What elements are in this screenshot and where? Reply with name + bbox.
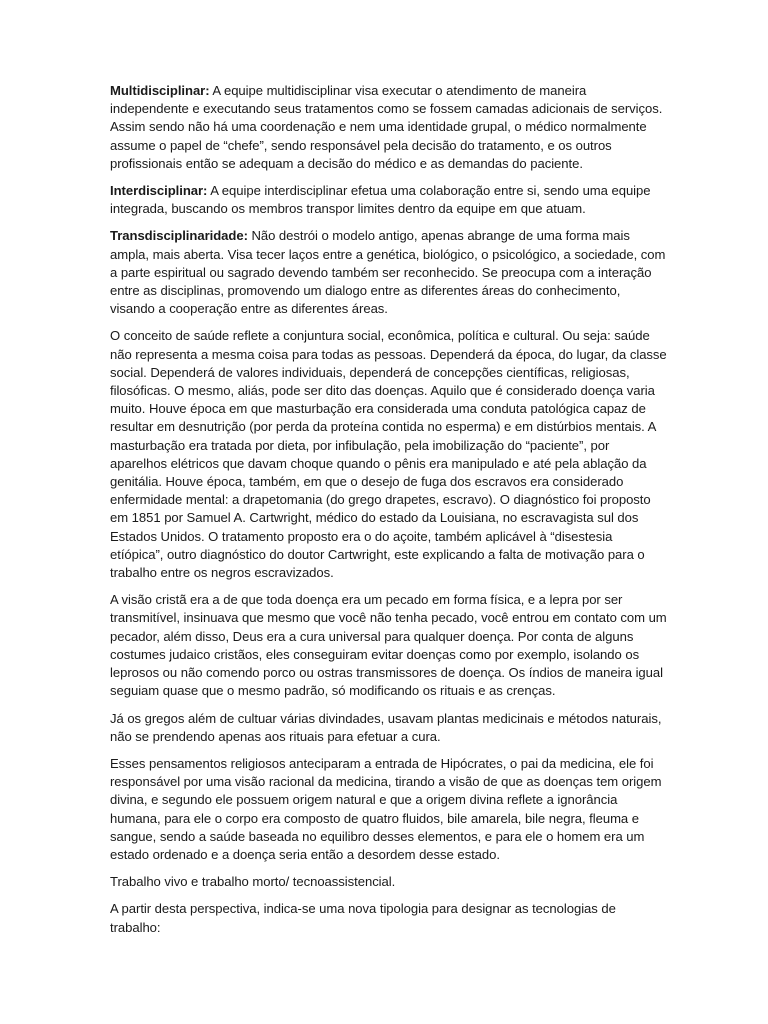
paragraph-interdisciplinar <box>110 182 668 218</box>
paragraph-text: A equipe multidisciplinar visa executar o atendimento de maneira independente e executando seus tratamentos como se fossem camadas adicionais de serviços. Assim sendo não há uma coordenação e nem uma identidade grupal, o médico normalmente assume o papel de “chefe”, sendo responsável pela decisão do tratamento, e os outros profissionais então se adequam a decisão do médico e as demandas do paciente. <box>110 83 663 171</box>
term-transdisciplinaridade: Transdisciplinaridade: <box>110 228 248 244</box>
paragraph-text: O conceito de saúde reflete a conjuntura social, econômica, política e cultural. Ou seja: saúde não representa a mesma coisa para todas as pessoas. Dependerá da época, do lugar, da classe social. Dependerá de valores individuais, dependerá de concepções científicas, religiosas, filosóficas. O mesmo, aliás, pode ser dito das doenças. Aquilo que é considerado doença varia muito. Houve época em que masturbação era considerada uma conduta patológica capaz de resultar em desnutrição (por perda da proteína contida no esperma) e em distúrbios mentais. A masturbação era tratada por dieta, por infibulação, pela imobilização do “paciente”, por aparelhos elétricos que davam choque quando o pênis era manipulado e até pela ablação da genitália. Houve época, também, em que o desejo de fuga dos escravos era considerado enfermidade mental: a drapetomania (do grego drapetes, escravo). O diagnóstico foi proposto em 1851 por Samuel A. Cartwright, médico do estado da Louisiana, no escravagista sul dos Estados Unidos. O tratamento proposto era o do açoite, também aplicável à “disestesia etíópica”, outro diagnóstico do doutor Cartwright, este explicando a falta de motivação para o trabalho entre os negros escravizados. <box>110 328 667 581</box>
paragraph-trabalho-vivo <box>110 873 668 891</box>
paragraph-text: Esses pensamentos religiosos anteciparam a entrada de Hipócrates, o pai da medicina, ele foi responsável por uma visão racional da medicina, tirando a visão de que as doenças tem origem divina, e segundo ele possuem origem natural e que a origem divina reflete a ignorância humana, para ele o corpo era composto de quatro fluidos, bile amarela, bile negra, fleuma e sangue, sendo a saúde baseada no equilibro desses elementos, e para ele o homem era um estado ordenado e a doença seria então a desordem desse estado. <box>110 755 662 862</box>
paragraph-text: Trabalho vivo e trabalho morto/ tecnoassistencial. <box>110 874 396 890</box>
paragraph-conceito-saude <box>110 327 668 582</box>
paragraph-hipocrates <box>110 755 668 864</box>
paragraph-text: Não destrói o modelo antigo, apenas abrange de uma forma mais ampla, mais aberta. Visa tecer laços entre a genética, biológico, o psicológico, a sociedade, com a parte espiritual ou sagrado devendo também ser reconhecido. Se preocupa com a interação entre as disciplinas, promovendo um dialogo entre as diferentes áreas do conhecimento, visando a cooperação entre as diferentes áreas. <box>110 228 666 317</box>
paragraph-text: A partir desta perspectiva, indica-se uma nova tipologia para designar as tecnologias de trabalho: <box>110 901 616 935</box>
paragraph-text: A visão cristã era a de que toda doença era um pecado em forma física, e a lepra por ser transmitível, insinuava que mesmo que você não tenha pecado, você entrou em contato com um pecador, além disso, Deus era a cura universal para qualquer doença. Por conta de alguns costumes judaico cristãos, eles conseguiram evitar doenças como por exemplo, isolando os leprosos ou não comendo porco ou ostras transmissores de doença. Os índios de maneira igual seguiam quase que o mesmo padrão, só modificando os rituais e as crenças. <box>110 592 667 699</box>
paragraph-transdisciplinaridade <box>110 227 668 318</box>
paragraph-visao-crista <box>110 591 668 700</box>
paragraph-tipologia <box>110 900 668 936</box>
paragraph-text: Já os gregos além de cultuar várias divindades, usavam plantas medicinais e métodos naturais, não se prendendo apenas aos rituais para efetuar a cura. <box>110 710 662 744</box>
term-multidisciplinar: Multidisciplinar: <box>110 83 210 98</box>
paragraph-text: A equipe interdisciplinar efetua uma colaboração entre si, sendo uma equipe integrada, buscando os membros transpor limites dentro da equipe em que atuam. <box>110 183 651 217</box>
term-interdisciplinar: Interdisciplinar: <box>110 183 208 199</box>
paragraph-multidisciplinar <box>110 82 668 173</box>
paragraph-gregos <box>110 710 668 746</box>
